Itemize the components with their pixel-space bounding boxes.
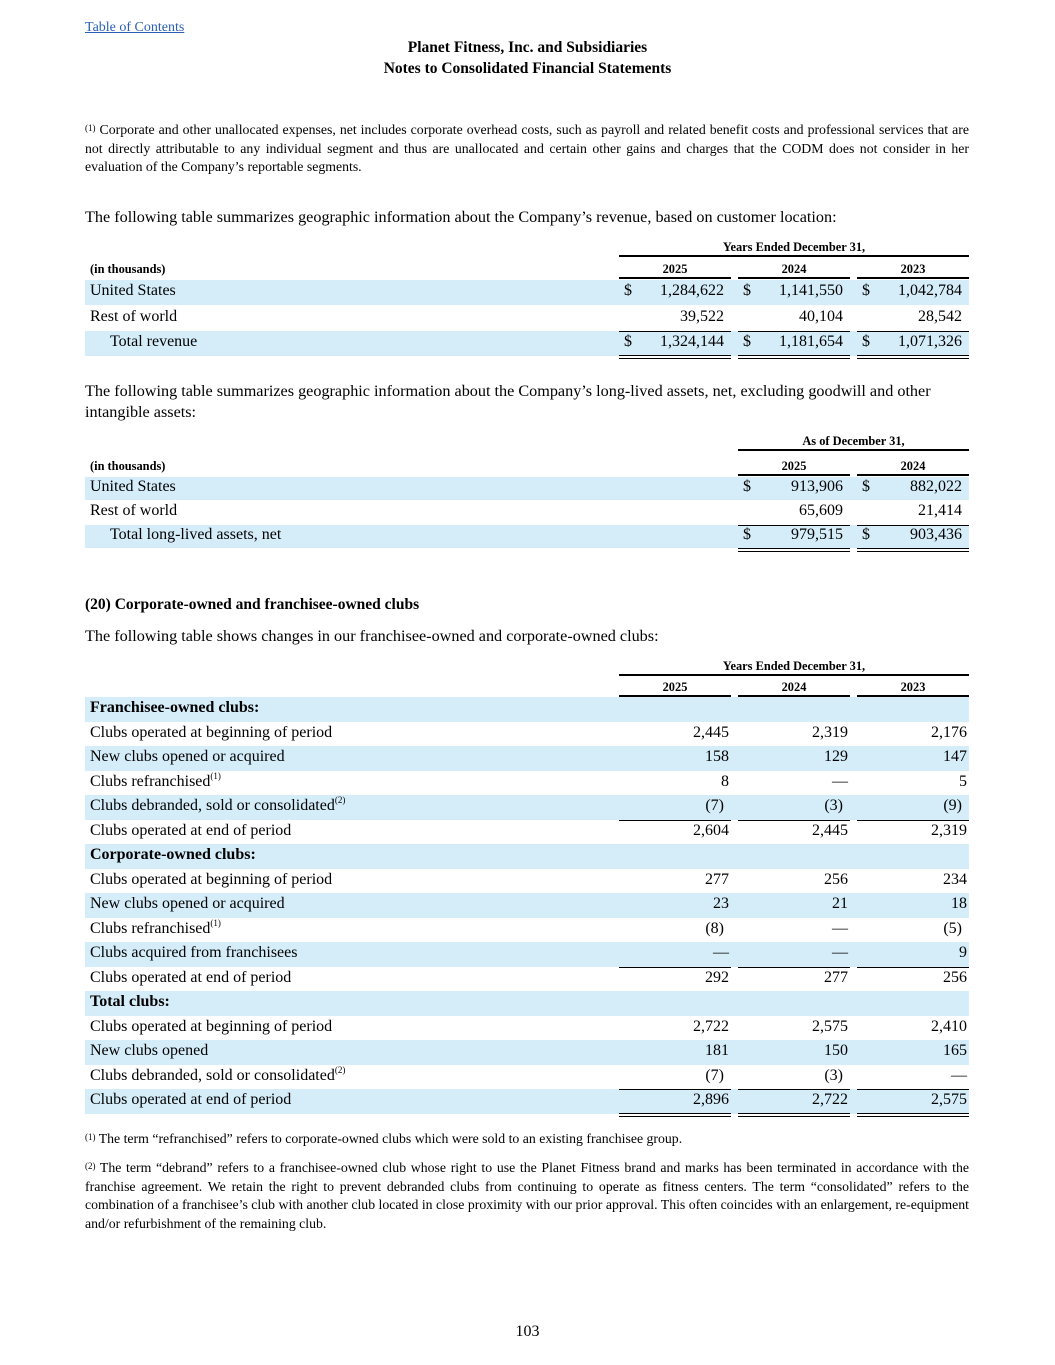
- row-value: (7): [705, 1066, 724, 1084]
- assets-intro: The following table summarizes geographic information about the Company’s long-lived assets, net, excluding goodwill and other intangible assets:: [85, 382, 931, 421]
- revenue-units: (in thousands): [90, 262, 166, 276]
- table-row: [85, 918, 969, 943]
- table-row: [85, 1016, 969, 1041]
- row-value: (7): [705, 797, 724, 814]
- row-value: 256: [943, 968, 967, 986]
- row-value: 181: [705, 1042, 729, 1059]
- clubs-year-header: 2025: [619, 680, 731, 697]
- page-subtitle: Notes to Consolidated Financial Statements: [383, 60, 672, 77]
- section-title: (20) Corporate-owned and franchisee-owned clubs: [85, 596, 420, 613]
- row-value: 2,604: [693, 821, 729, 839]
- assets-year-header: 2024: [857, 459, 969, 476]
- revenue-period-header: Years Ended December 31,: [619, 240, 969, 257]
- table-of-contents-link[interactable]: Table of Contents: [85, 20, 185, 35]
- table-row: [85, 1065, 969, 1090]
- row-value: 2,176: [931, 723, 967, 741]
- row-label: New clubs opened: [90, 1042, 209, 1059]
- row-value: 18: [951, 895, 967, 912]
- table-row: [85, 746, 969, 771]
- row-value: 292: [705, 968, 729, 986]
- row-label: New clubs opened or acquired: [90, 748, 285, 765]
- revenue-intro: The following table summarizes geographic information about the Company’s revenue, based on customer location:: [85, 208, 837, 226]
- row-label: Corporate-owned clubs:: [90, 846, 256, 863]
- row-value: 256: [824, 870, 848, 888]
- row-value: 2,896: [693, 1091, 729, 1108]
- revenue-year-header: 2025: [619, 262, 731, 279]
- table-row: [85, 1040, 969, 1065]
- row-value: (8): [705, 919, 724, 937]
- clubs-period-header: Years Ended December 31,: [619, 659, 969, 676]
- table-row: [85, 869, 969, 894]
- table-row: [85, 771, 969, 796]
- row-value: (3): [824, 797, 843, 814]
- row-value: 2,722: [812, 1091, 848, 1108]
- table-row: Rest of world 65,609 21,414: [90, 502, 962, 519]
- table-row: United States $ 1,284,622 $ 1,141,550 $ 1,042,784: [85, 280, 969, 305]
- group-header-row: [85, 991, 969, 1016]
- row-label: Clubs acquired from franchisees: [90, 944, 298, 961]
- row-value: 2,410: [931, 1017, 967, 1035]
- footnote-2: $^{(2)}$ The term “debrand” refers to a franchisee-owned club whose right to use the Planet Fitness brand and marks has been terminated in accordance with the franchise agreement. We retain the right to prevent debranded clubs from continuing to operate as fitness centers. The term “consolidated” refers to the combination of a franchisee’s club with another club located in close proximity with our prior approval. This often coincides with an enlargement, re-equipment and/or refurbishment of the remaining club.: [85, 1160, 969, 1231]
- row-label: Clubs operated at end of period: [90, 1091, 292, 1108]
- row-label: Clubs operated at end of period: [90, 821, 292, 839]
- row-value: 147: [943, 748, 967, 765]
- row-value: 5: [959, 772, 967, 790]
- row-value: 2,722: [693, 1017, 729, 1035]
- row-label: Clubs operated at beginning of period: [90, 1017, 333, 1035]
- row-value: 2,445: [693, 723, 729, 741]
- table-row: [85, 942, 969, 967]
- row-value: 2,319: [931, 821, 967, 839]
- table-row: [85, 820, 969, 845]
- assets-period-header: As of December 31,: [738, 434, 969, 451]
- table-row: Total revenue $ 1,324,144 $ 1,181,654 $ 1,071,326: [85, 331, 969, 356]
- table-row: Rest of world 39,522 40,104 28,542: [90, 308, 962, 325]
- row-value: —: [832, 944, 848, 961]
- row-value: 2,575: [931, 1091, 967, 1108]
- row-value: —: [832, 772, 848, 790]
- row-value: 2,319: [812, 723, 848, 741]
- row-value: 165: [943, 1042, 967, 1059]
- page-number: 103: [515, 1323, 540, 1340]
- row-value: 277: [824, 968, 848, 986]
- row-value: 8: [721, 772, 729, 790]
- row-value: (9): [943, 797, 962, 814]
- table-row: Total long-lived assets, net $ 979,515 $ 903,436: [85, 525, 969, 548]
- assets-units: (in thousands): [90, 459, 166, 473]
- row-value: (3): [824, 1066, 843, 1084]
- row-value: 21: [832, 895, 848, 912]
- row-value: (5): [943, 919, 962, 937]
- row-value: 277: [705, 870, 729, 888]
- row-label: Clubs operated at beginning of period: [90, 723, 333, 741]
- clubs-intro: The following table shows changes in our franchisee-owned and corporate-owned clubs:: [85, 627, 659, 645]
- row-value: 2,575: [812, 1017, 848, 1035]
- row-value: 23: [713, 895, 729, 912]
- row-label: Clubs operated at end of period: [90, 968, 292, 986]
- table-row: [85, 1089, 969, 1114]
- assets-year-header: 2025: [738, 459, 850, 476]
- row-label: Franchisee-owned clubs:: [90, 699, 260, 716]
- row-value: 234: [943, 870, 967, 888]
- row-value: —: [951, 1066, 967, 1084]
- row-label: Clubs debranded, sold or consolidated$^{(2)}$: [90, 795, 346, 814]
- row-value: 129: [824, 748, 848, 765]
- row-value: 150: [824, 1042, 848, 1059]
- row-label: Clubs debranded, sold or consolidated$^{(2)}$: [90, 1064, 346, 1084]
- company-title: Planet Fitness, Inc. and Subsidiaries: [407, 39, 648, 56]
- row-label: Clubs operated at beginning of period: [90, 870, 333, 888]
- table-row: [85, 967, 969, 992]
- row-value: 2,445: [812, 821, 848, 839]
- row-label: Clubs refranchised$^{(1)}$: [90, 770, 221, 790]
- table-row: [85, 893, 969, 918]
- row-value: 158: [705, 748, 729, 765]
- row-label: Total clubs:: [90, 993, 170, 1010]
- row-label: New clubs opened or acquired: [90, 895, 285, 912]
- row-label: Clubs refranchised$^{(1)}$: [90, 917, 221, 937]
- group-header-row: [85, 697, 969, 722]
- clubs-year-header: 2024: [738, 680, 850, 697]
- footnote-top: $^{(1)}$ Corporate and other unallocated expenses, net includes corporate overhead costs, such as payroll and related benefit costs and professional services that are not directly attributable to any individual segment and thus are unallocated and certain other gains and charges that the CODM does not consider in her evaluation of the Company’s reportable segments.: [85, 122, 969, 174]
- row-value: —: [713, 944, 729, 961]
- footnote-1: $^{(1)}$ The term “refranchised” refers to corporate-owned clubs which were sold to an existing franchisee group.: [85, 1131, 683, 1146]
- clubs-year-header: 2023: [857, 680, 969, 697]
- revenue-year-header: 2024: [738, 262, 850, 279]
- table-row: [85, 795, 969, 820]
- row-value: —: [832, 919, 848, 937]
- table-row: United States $ 913,906 $ 882,022: [85, 477, 969, 500]
- table-row: [85, 722, 969, 747]
- row-value: 9: [959, 944, 967, 961]
- revenue-year-header: 2023: [857, 262, 969, 279]
- group-header-row: [85, 844, 969, 869]
